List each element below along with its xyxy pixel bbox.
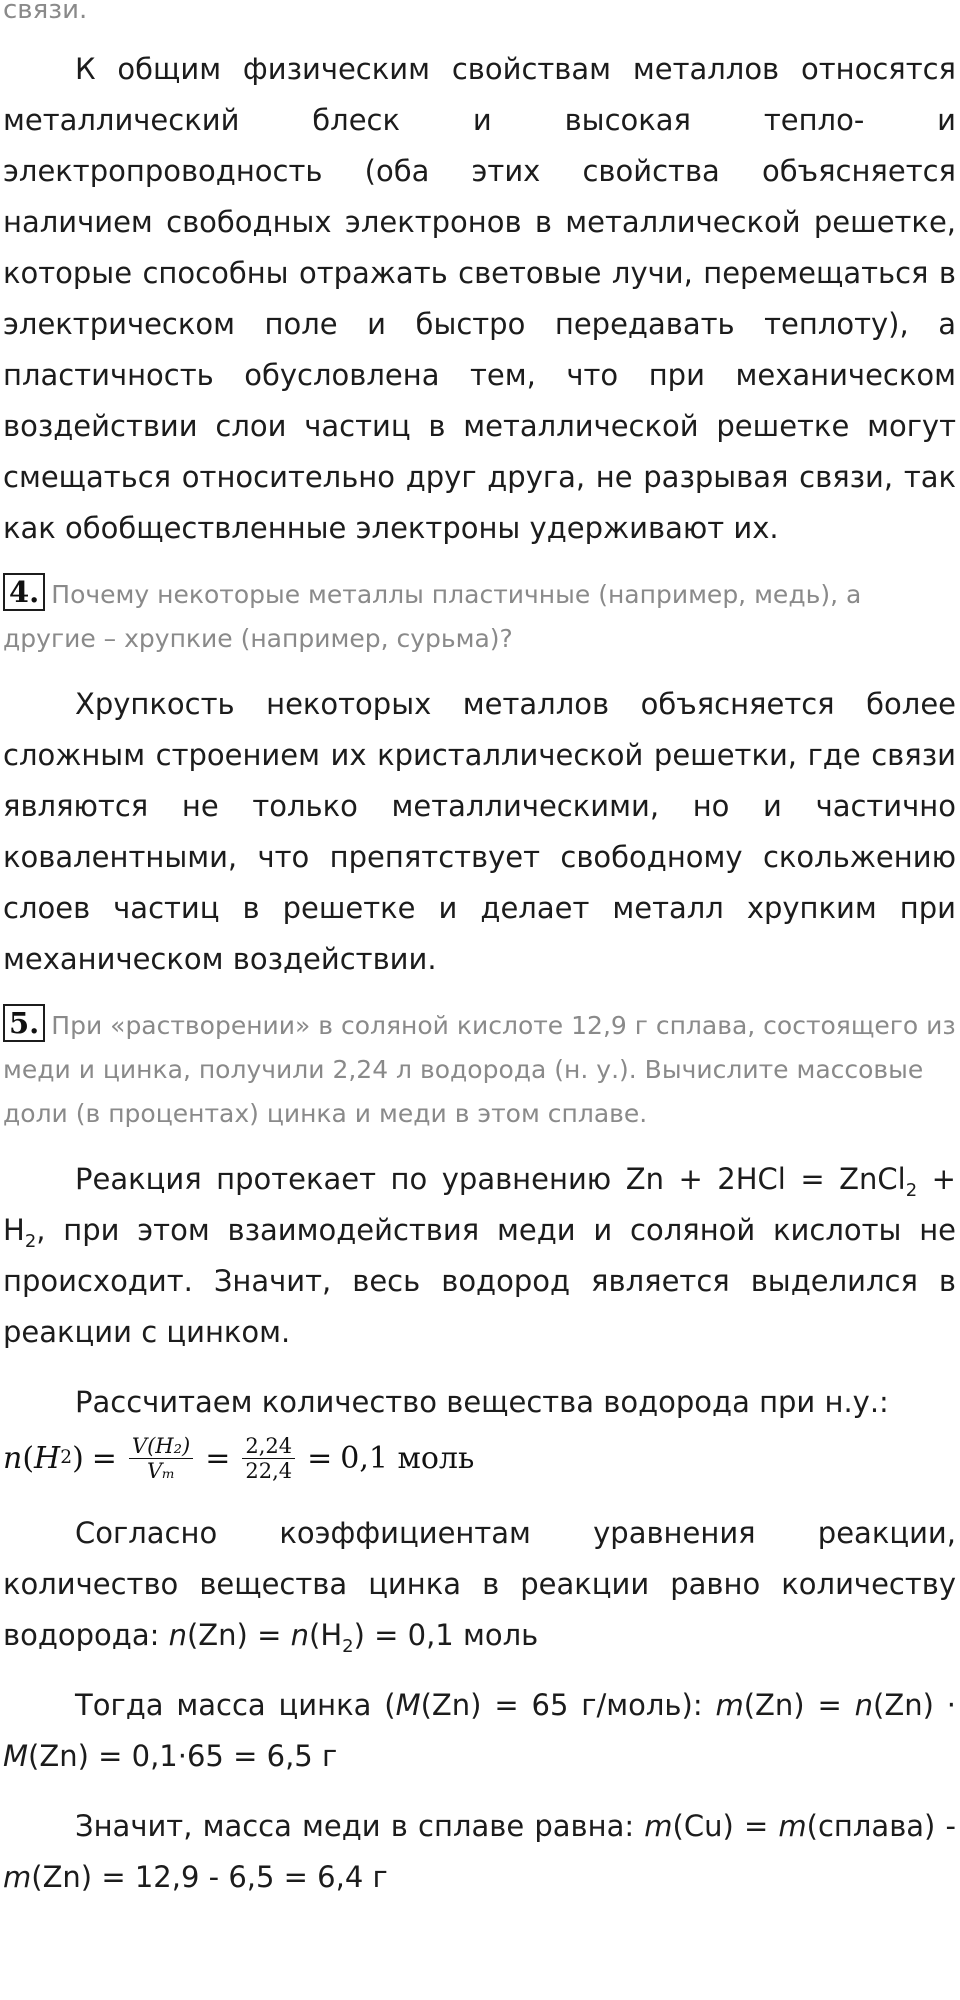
symbol: M — [3, 1739, 29, 1773]
equals-sign: = — [205, 1440, 231, 1476]
reaction-text: , при этом взаимодействия меди и соляной кислоты не происходит. Значит, весь водород является выделился в реакции с цинком. — [3, 1213, 956, 1349]
text: (Cu) = — [672, 1809, 779, 1843]
calc-intro: Рассчитаем количество вещества водорода при н.у.: — [75, 1385, 889, 1419]
reaction-text: Реакция протекает по уравнению Zn + 2HCl = ZnCl — [75, 1162, 906, 1196]
answer-4: Хрупкость некоторых металлов объясняется более сложным строением их кристаллической решетки, где связи являются не только металлическими, но и частично ковалентными, что препятствует свободному скольжению слоев частиц в решетке и делает металл хрупким при механическом воздействии. — [3, 687, 956, 976]
text: Тогда масса цинка ( — [75, 1688, 396, 1722]
text: (Zn) = 65 г/моль): — [420, 1688, 716, 1722]
fraction-values — [242, 1434, 295, 1483]
text: (Zn) = 12,9 - 6,5 = 6,4 г — [31, 1860, 388, 1894]
fraction-denominator: Vₘ — [147, 1458, 176, 1483]
question-5 — [3, 1004, 956, 1136]
symbol: n — [854, 1688, 874, 1722]
fraction-denominator: 22,4 — [245, 1458, 293, 1483]
text: (Zn) · — [873, 1688, 956, 1722]
text: (H — [309, 1618, 343, 1652]
subscript: 2 — [24, 1230, 37, 1252]
question-5-text: При «растворении» в соляной кислоте 12,9 г сплава, состоящего из меди и цинка, получили 2,24 л водорода (н. у.). Вычислите массовые доли (в процентах) цинка и меди в этом сплаве. — [3, 1011, 956, 1128]
symbol: M — [395, 1688, 421, 1722]
formula-symbol: n — [3, 1440, 23, 1476]
answer-5-reaction — [3, 1154, 956, 1358]
formula-result: 0,1 моль — [340, 1440, 475, 1476]
symbol: n — [290, 1618, 309, 1652]
text-fragment: связи. — [3, 0, 88, 25]
text: (сплава) - — [806, 1809, 956, 1843]
copper-mass-paragraph — [3, 1801, 956, 1903]
coefficient-paragraph — [3, 1508, 956, 1661]
fraction-volume — [129, 1434, 193, 1483]
equals-sign: = — [307, 1440, 333, 1476]
text: ) = 0,1 моль — [353, 1618, 539, 1652]
hydrogen-amount-formula — [3, 1426, 956, 1490]
symbol: n — [168, 1618, 187, 1652]
text: (Zn) = — [743, 1688, 855, 1722]
text: Значит, масса меди в сплаве равна: — [75, 1809, 645, 1843]
formula-paren: ( — [22, 1440, 35, 1476]
reaction-text: + H — [3, 1162, 956, 1247]
document-page — [3, 0, 956, 1922]
text: (Zn) = 0,1·65 = 6,5 г — [28, 1739, 338, 1773]
question-number-4: 4. — [3, 573, 45, 611]
question-number-5: 5. — [3, 1004, 45, 1042]
symbol: m — [715, 1688, 744, 1722]
paragraph-physical-properties: К общим физическим свойствам металлов относятся металлический блеск и высокая тепло- и электропроводность (оба этих свойства объясняется наличием свободных электронов в металлической решетке, которые способны отражать световые лучи, перемещаться в электрическом поле и быстро передавать теплоту), а пластичность обусловлена тем, что при механическом воздействии слои частиц в металлической решетке могут смещаться относительно друг друга, не разрывая связи, так как обобществленные электроны удерживают их. — [3, 52, 956, 545]
formula: n ( H 2 ) = $\frac{\text{V(H₂)}}{\text{Vₘ}}$ = $\frac{2,24}{22,4}$ = 0,1 моль — [3, 1433, 475, 1483]
zinc-mass-paragraph — [3, 1680, 956, 1782]
question-4 — [3, 573, 956, 661]
subscript: 2 — [905, 1179, 918, 1201]
fraction-numerator: V(H₂) — [129, 1434, 193, 1459]
symbol: m — [644, 1809, 673, 1843]
subscript: 2 — [342, 1635, 354, 1657]
fraction-numerator: 2,24 — [242, 1434, 295, 1459]
equals-sign: = — [91, 1440, 117, 1476]
symbol: m — [778, 1809, 807, 1843]
text: (Zn) = — [186, 1618, 291, 1652]
formula-symbol: H — [34, 1440, 61, 1476]
question-4-text: Почему некоторые металлы пластичные (например, медь), а другие – хрупкие (например, сурьма)? — [3, 580, 862, 653]
text: Согласно коэффициентам уравнения реакции, количество вещества цинка в реакции равно количеству водорода: — [3, 1516, 956, 1652]
formula-paren: ) — [72, 1440, 84, 1476]
symbol: m — [3, 1860, 32, 1894]
